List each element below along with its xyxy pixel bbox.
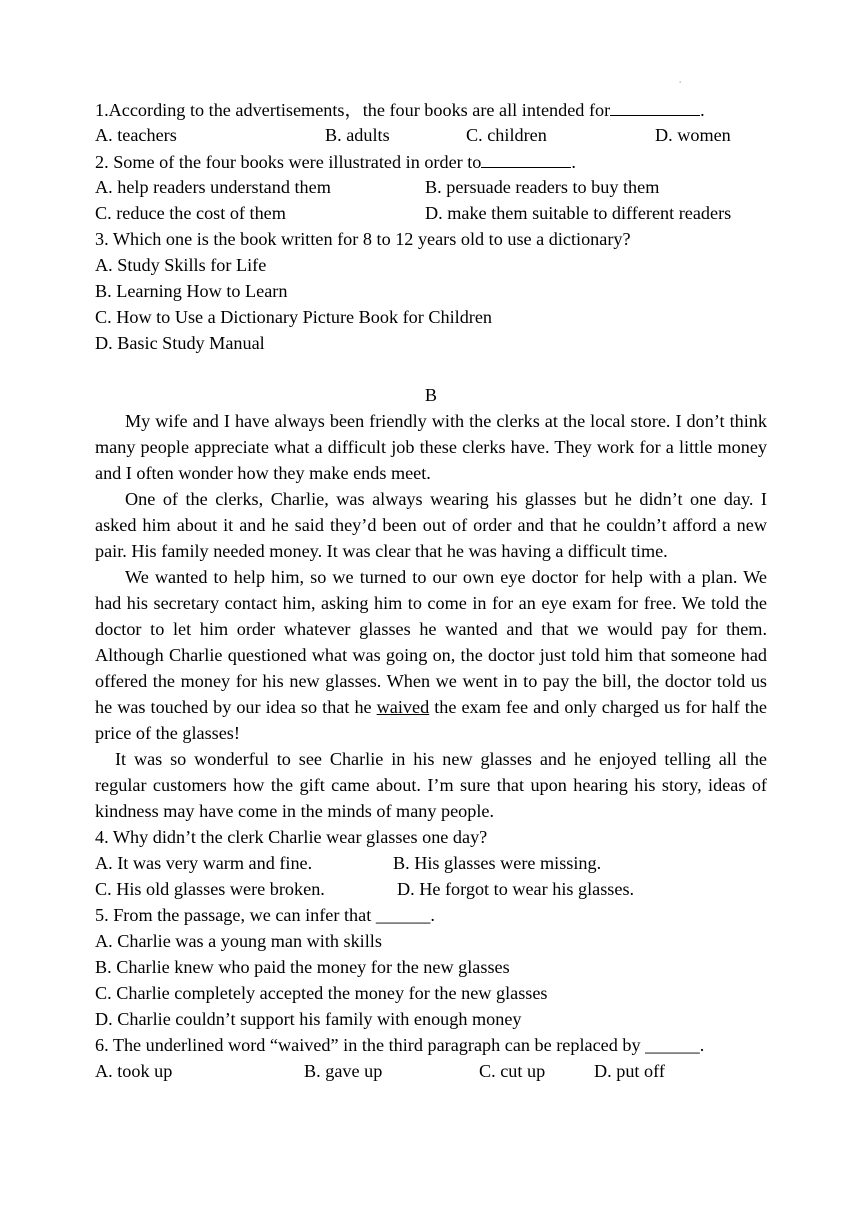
option-b: B. Learning How to Learn <box>95 281 288 301</box>
question-2-options-row-1 <box>95 174 767 200</box>
option-b: B. Charlie knew who paid the money for the new glasses <box>95 957 510 977</box>
answer-blank <box>610 96 700 116</box>
option-b: B. His glasses were missing. <box>393 853 602 873</box>
option-c: C. reduce the cost of them <box>95 203 286 223</box>
question-2-stem: 2. Some of the four books were illustrated in order to . <box>95 148 767 174</box>
passage-paragraph-3: We wanted to help him, so we turned to our own eye doctor for help with a plan. We had his secretary contact him, asking him to come in for an eye exam for free. We told the doctor to let him order whatever glasses he wanted and that we would pay for them. Although Charlie questioned what was going on, the doctor just told him that someone had offered the money for his new glasses. When we went in to pay the bill, the doctor told us he was touched by our idea so that he waived the exam fee and only charged us for half the price of the glasses! <box>95 567 767 743</box>
spacer <box>95 356 767 382</box>
option-a: A. teachers <box>95 125 177 145</box>
option-d: D. Basic Study Manual <box>95 333 265 353</box>
underlined-word: waived <box>376 697 430 717</box>
option-a: A. It was very warm and fine. <box>95 853 313 873</box>
option-d: D. make them suitable to different readers <box>425 203 732 223</box>
option-d: D. Charlie couldn’t support his family with enough money <box>95 1009 522 1029</box>
question-6-stem: 6. The underlined word “waived” in the third paragraph can be replaced by ______. <box>95 1035 705 1055</box>
exam-page <box>95 96 767 1084</box>
option-a: A. took up <box>95 1061 173 1081</box>
section-label: B <box>424 385 438 405</box>
option-d: D. women <box>655 125 731 145</box>
option-d: D. put off <box>594 1061 665 1081</box>
option-c: C. Charlie completely accepted the money for the new glasses <box>95 983 548 1003</box>
question-1-stem: 1.According to the advertisements，the four books are all intended for . <box>95 96 767 122</box>
stray-mark: ' <box>679 80 682 89</box>
passage-paragraph-4: It was so wonderful to see Charlie in his new glasses and he enjoyed telling all the regular customers how the gift came about. I’m sure that upon hearing his story, ideas of kindness may have come in the minds of many people. <box>95 749 767 821</box>
option-c: C. His old glasses were broken. <box>95 879 325 899</box>
option-c: C. cut up <box>479 1061 546 1081</box>
question-6-options <box>95 1058 767 1084</box>
option-a: A. help readers understand them <box>95 177 331 197</box>
question-1-options <box>95 122 767 148</box>
question-4-stem: 4. Why didn’t the clerk Charlie wear glasses one day? <box>95 827 488 847</box>
answer-blank <box>481 148 571 168</box>
option-b: B. adults <box>325 125 390 145</box>
option-c: C. children <box>466 125 547 145</box>
option-a: A. Charlie was a young man with skills <box>95 931 382 951</box>
passage-paragraph-1: My wife and I have always been friendly with the clerks at the local store. I don’t think many people appreciate what a difficult job these clerks have. They work for a little money and I often wonder how they make ends meet. <box>95 411 767 483</box>
option-b: B. gave up <box>304 1061 383 1081</box>
question-4-options-row-1 <box>95 850 767 876</box>
question-4-options-row-2 <box>95 876 767 902</box>
passage-paragraph-2: One of the clerks, Charlie, was always wearing his glasses but he didn’t one day. I asked him about it and he said they’d been out of order and that he couldn’t afford a new pair. His family needed money. It was clear that he was having a difficult time. <box>95 489 767 561</box>
answer-blank: ______ <box>645 1035 700 1055</box>
option-c: C. How to Use a Dictionary Picture Book for Children <box>95 307 493 327</box>
option-d: D. He forgot to wear his glasses. <box>397 879 635 899</box>
answer-blank: ______ <box>375 905 431 925</box>
question-5-stem: 5. From the passage, we can infer that ______. <box>95 905 435 925</box>
option-a: A. Study Skills for Life <box>95 255 267 275</box>
option-b: B. persuade readers to buy them <box>425 177 660 197</box>
question-2-options-row-2 <box>95 200 767 226</box>
question-3-stem: 3. Which one is the book written for 8 to 12 years old to use a dictionary? <box>95 229 631 249</box>
